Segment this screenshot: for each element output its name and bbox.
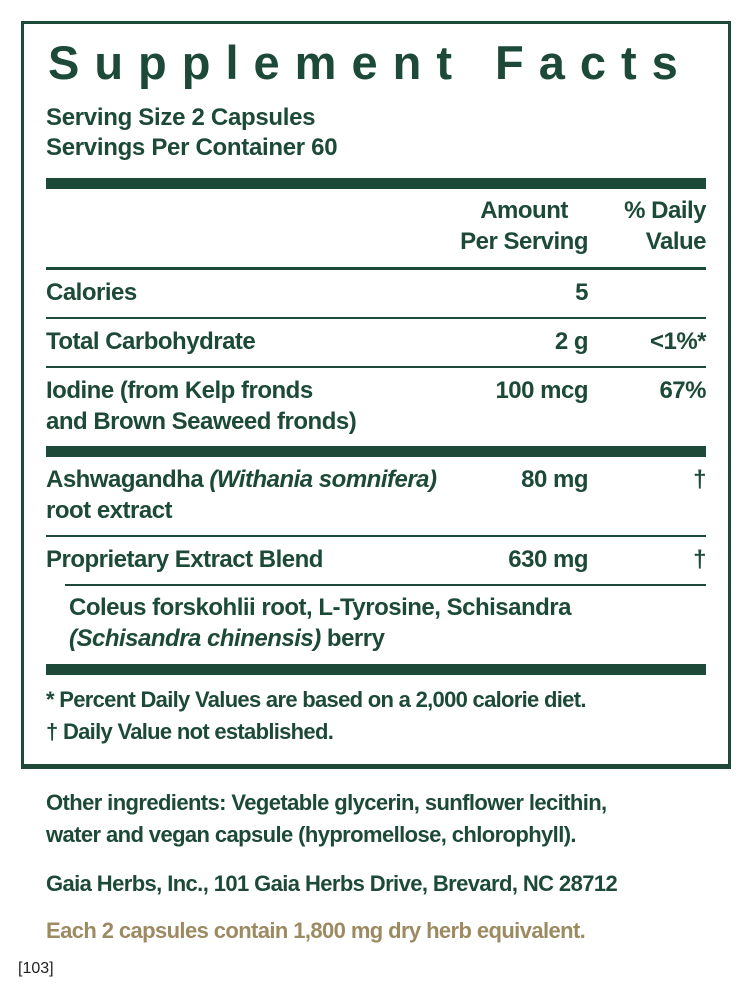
- table-row-iodine: [46, 366, 706, 446]
- nutrient-name: Proprietary Extract Blend: [46, 546, 323, 573]
- footnote-percent-dv: * Percent Daily Values are based on a 2,000 calorie diet.: [46, 687, 586, 712]
- below-panel-text: [46, 787, 617, 947]
- nutrient-dv: 67%: [659, 377, 706, 404]
- nutrient-dv: †: [693, 466, 706, 493]
- nutrient-amount: 630 mg: [508, 546, 588, 573]
- footnote-dagger: † Daily Value not established.: [46, 719, 334, 744]
- sub-ingredients-line1: Coleus forskohlii root, L-Tyrosine, Schisandra: [69, 594, 571, 621]
- nutrient-dv: †: [693, 546, 706, 573]
- reference-code: [103]: [18, 960, 54, 977]
- botanical-name: (Withania somnifera): [209, 466, 437, 493]
- serving-size: Serving Size 2 Capsules: [46, 104, 316, 131]
- manufacturer-address: Gaia Herbs, Inc., 101 Gaia Herbs Drive, Brevard, NC 28712: [46, 871, 618, 896]
- nutrient-name-line2: and Brown Seaweed fronds): [46, 408, 357, 435]
- daily-value-column-header: [588, 195, 706, 257]
- other-ingredients: [46, 787, 617, 851]
- table-row-ashwagandha: [46, 457, 706, 535]
- footnotes: [46, 675, 706, 750]
- nutrient-amount: 5: [575, 279, 588, 306]
- thick-rule-middle: [46, 446, 706, 457]
- supplement-facts-panel: [21, 21, 731, 769]
- sub-ingredients-line2: [69, 623, 706, 654]
- nutrient-name-line1: [46, 464, 438, 495]
- nutrient-name-line1: Iodine (from Kelp fronds: [46, 377, 313, 404]
- other-ingredients-line1: Other ingredients: Vegetable glycerin, sunflower lecithin,: [46, 790, 607, 815]
- botanical-name: (Schisandra chinensis): [69, 625, 321, 652]
- amount-header-line1: Amount: [480, 197, 568, 224]
- amount-column-header: [460, 195, 588, 257]
- name-regular: Ashwagandha: [46, 466, 210, 493]
- nutrient-name: Calories: [46, 279, 137, 306]
- nutrient-name: [46, 375, 438, 437]
- panel-content: [24, 37, 728, 764]
- nutrient-name-line2: root extract: [46, 497, 173, 524]
- serving-info: [46, 103, 706, 163]
- dry-herb-equivalence: Each 2 capsules contain 1,800 mg dry herb equivalent.: [46, 918, 586, 943]
- table-row-calories: [46, 267, 706, 317]
- other-ingredients-line2: water and vegan capsule (hypromellose, chlorophyll).: [46, 822, 576, 847]
- servings-per-container: Servings Per Container 60: [46, 134, 338, 161]
- dv-header-line1: % Daily: [624, 197, 706, 224]
- nutrient-dv: <1%*: [649, 328, 706, 355]
- column-header-row: [46, 189, 706, 267]
- amount-header-line2: Per Serving: [460, 228, 588, 255]
- name-regular: berry: [320, 625, 385, 652]
- nutrient-name: [46, 464, 438, 526]
- nutrient-amount: 100 mcg: [495, 377, 588, 404]
- thick-rule-top: [46, 178, 706, 189]
- table-row-total-carbohydrate: [46, 317, 706, 366]
- dv-header-line2: Value: [645, 228, 706, 255]
- table-row-proprietary-blend: [46, 535, 706, 584]
- blend-sub-ingredients: [46, 586, 706, 664]
- nutrient-amount: 80 mg: [521, 466, 588, 493]
- thick-rule-bottom: [46, 664, 706, 675]
- nutrient-name: Total Carbohydrate: [46, 328, 256, 355]
- panel-title: Supplement Facts: [48, 36, 693, 89]
- nutrient-amount: 2 g: [554, 328, 588, 355]
